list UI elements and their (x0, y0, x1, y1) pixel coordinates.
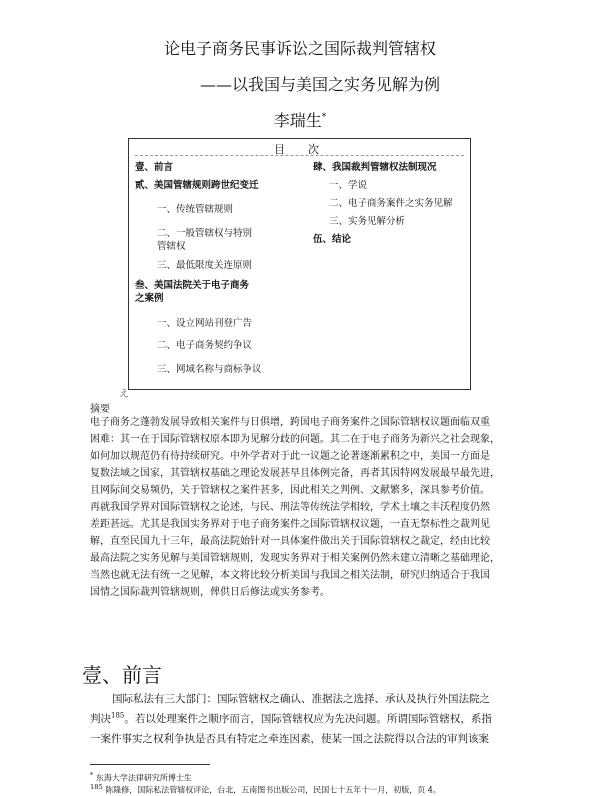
abstract-line: 电子商务之蓬勃发展导致相关案件与日俱增，跨国电子商务案件之国际管辖权议题面临双重 (90, 417, 490, 428)
author-line (0, 108, 600, 131)
abstract-line: 差距甚远。尤其是我国实务界对于电子商务案件之国际管辖权议题，一直无祭标性之裁判见 (90, 519, 490, 530)
toc-divider (135, 155, 464, 156)
toc-item: 叁、美国法院关于电子商务之案例 (135, 280, 250, 304)
toc-item: 一、设立网站刊登广告 (157, 318, 253, 329)
footnote-text: 陈隆修，国际私法管辖权评论，台北，五南图书出版公司，民国七十五年十一月，初版，页 4。 (105, 785, 441, 795)
abstract-line: 解，直至民国九十三年，最高法院始针对一具体案件做出关于国际管辖权之裁定，经由比较 (90, 536, 490, 547)
paper-title: 论电子商务民事诉讼之国际裁判管辖权 (163, 39, 436, 58)
footnote-mark: 185 (90, 783, 103, 791)
toc-item: 壹、前言 (135, 162, 174, 173)
paper-subtitle: ——以我国与美国之实务见解为例 (199, 75, 440, 94)
author-footnote-mark: * (321, 112, 327, 123)
footnote (90, 771, 192, 784)
abstract-line: 最高法院之实务见解与美国管辖规则，发现实务界对于相关案例仍然未建立清晰之基础理论， (90, 553, 500, 564)
footnote-text: 东海大学法律研究所博士生 (95, 773, 192, 783)
toc-item: 三、最低限度关连原则 (157, 260, 253, 271)
toc-item: 一、学说 (329, 180, 368, 191)
section-heading: 壹、前言 (82, 663, 162, 687)
body-line: 一案件事实之权利争执是否具有特定之牵连因素，使某一国之法院得以合法的审判该案 (90, 733, 489, 745)
author-name: 李瑞生 (273, 111, 322, 130)
body-line (90, 711, 550, 726)
abstract-label: 摘要 (90, 404, 110, 415)
abstract-line: 且网际间交易频仍，关于管辖权之案件甚多，因此相关之判例、文献繁多，深具参考价值。 (90, 485, 490, 496)
toc-item: 二、电子商务契约争议 (157, 340, 253, 351)
footnote (90, 783, 441, 796)
footnote-divider (90, 764, 210, 765)
abstract-line: 困难：其一在于国际管辖权原本即为见解分歧的问题。其二在于电子商务为新兴之社会现象， (90, 434, 500, 445)
abstract-line: 如何加以规范仍有待持续研究。中外学者对于此一议题之论著逐渐累积之中，美国一方面是 (90, 451, 490, 462)
toc-item: 三、实务见解分析 (329, 216, 406, 227)
toc-item: 伍、结论 (313, 234, 352, 245)
toc-item: 肆、我国裁判管辖权法制现况 (313, 162, 437, 173)
stray-mark: え (119, 389, 129, 400)
body-line: 国际私法有三大部门：国际管辖权之确认、准据法之选择、承认及执行外国法院之 (112, 693, 490, 705)
footnote-ref: 185 (111, 711, 125, 720)
footnote-mark: * (90, 771, 94, 779)
abstract-line: 复数法域之国家，其管辖权基础之理论发展甚早且体例完备，再者其因特网发展最早最先进， (90, 468, 500, 479)
toc-item: 二、电子商务案件之实务见解 (329, 198, 453, 209)
toc-item: 贰、美国管辖规则跨世纪变迁 (135, 180, 259, 191)
body-text: 。若以处理案件之顺序而言，国际管辖权应为先决问题。所谓国际管辖权，系指 (124, 713, 492, 725)
abstract-line: 国情之国际裁判管辖规则，俾供日后修法或实务参考。 (90, 587, 330, 598)
abstract-line: 当然也就无法有统一之见解，本文将比较分析美国与我国之相关法制，研究归纳适合于我国 (90, 570, 490, 581)
toc-item: 三、网域名称与商标争议 (157, 364, 262, 375)
table-of-contents (128, 138, 471, 390)
toc-item: 一、传统管辖规则 (157, 204, 234, 215)
toc-item: 二、一般管辖权与特别管辖权 (157, 228, 253, 252)
toc-heading: 目 次 (274, 143, 325, 156)
abstract-line: 再就我国学界对国际管辖权之论述，与民、刑法等传统法学相较，学术土壤之丰沃程度仍然 (90, 502, 490, 513)
body-text: 判决 (90, 713, 111, 725)
